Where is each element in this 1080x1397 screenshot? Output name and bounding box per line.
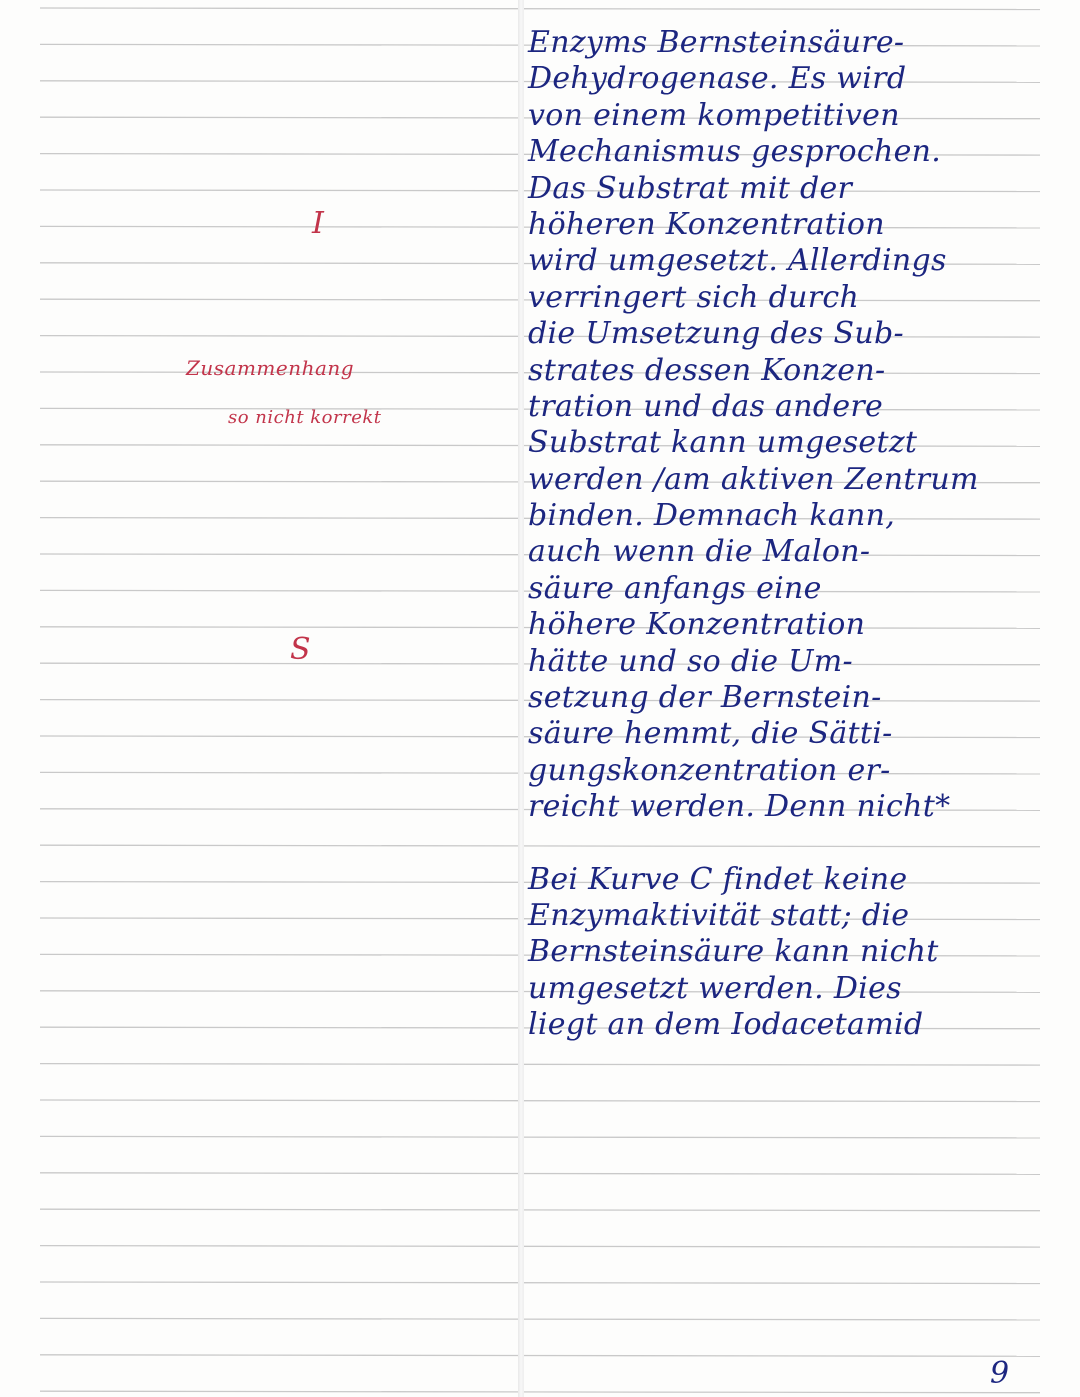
text-line: Substrat kann umgesetzt bbox=[528, 425, 918, 461]
text-line: setzung der Bernstein- bbox=[528, 680, 882, 716]
text-line: strates dessen Konzen- bbox=[528, 352, 886, 388]
paragraph-2 bbox=[528, 862, 1073, 1044]
handwritten-answer bbox=[528, 25, 1073, 1044]
correction-note-line: so nicht korrekt bbox=[228, 407, 382, 428]
text-line: Bernsteinsäure kann nicht bbox=[528, 934, 939, 970]
text-line: werden /am aktiven Zentrum bbox=[528, 461, 979, 497]
text-line: reicht werden. Denn nicht* bbox=[528, 789, 951, 825]
text-line: Dehydrogenase. Es wird bbox=[528, 61, 907, 97]
text-line: Enzyms Bernsteinsäure- bbox=[528, 25, 905, 60]
correction-note-line: Zusammenhang bbox=[186, 356, 355, 380]
text-line: säure anfangs eine bbox=[528, 570, 822, 606]
paragraph-spacer bbox=[528, 826, 1073, 862]
text-line: gungskonzentration er- bbox=[528, 752, 891, 788]
text-line: auch wenn die Malon- bbox=[528, 534, 871, 570]
text-line: hätte und so die Um- bbox=[528, 643, 853, 679]
paragraph-1 bbox=[528, 25, 1073, 826]
text-line: Bei Kurve C findet keine bbox=[528, 861, 908, 897]
text-line: Enzymaktivität statt; die bbox=[528, 897, 910, 933]
text-line: Das Substrat mit der bbox=[528, 170, 853, 206]
text-line: Mechanismus gesprochen. bbox=[528, 134, 942, 170]
text-line: höheren Konzentration bbox=[528, 206, 885, 242]
text-line: von einem kompetitiven bbox=[528, 97, 900, 133]
text-line: wird umgesetzt. Allerdings bbox=[528, 243, 947, 279]
margin-annotations bbox=[0, 0, 520, 1397]
text-line: die Umsetzung des Sub- bbox=[528, 316, 904, 352]
text-line: säure hemmt, die Sätti- bbox=[528, 716, 893, 752]
text-line: binden. Demnach kann, bbox=[528, 498, 896, 534]
correction-mark: I bbox=[312, 206, 324, 241]
text-line: liegt an dem Iodacetamid bbox=[528, 1007, 924, 1043]
text-line: höhere Konzentration bbox=[528, 607, 866, 643]
correction-mark: S bbox=[290, 632, 311, 667]
text-line: tration und das andere bbox=[528, 388, 884, 424]
text-line: umgesetzt werden. Dies bbox=[528, 970, 902, 1006]
page-number: 9 bbox=[990, 1356, 1010, 1391]
text-line: verringert sich durch bbox=[528, 279, 860, 315]
